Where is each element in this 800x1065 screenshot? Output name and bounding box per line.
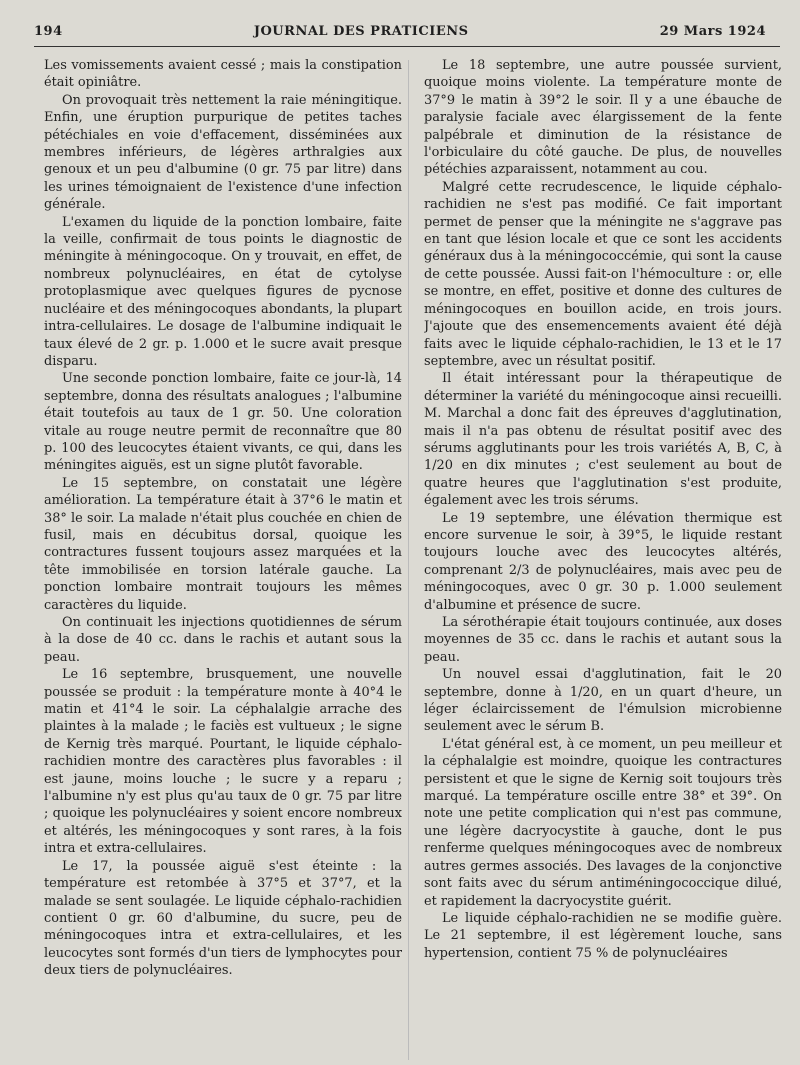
header-rule <box>34 46 780 47</box>
paragraph: Les vomissements avaient cessé ; mais la constipation était opiniâtre. <box>44 58 402 91</box>
paragraph: Le 16 septembre, brusquement, une nouvelle poussée se produit : la température monte à 40°4 le matin et 41°4 le soir. La céphalalgie arrache des plaintes à la malade ; le faciès est vultueux ; le signe de Kernig très marqué. Pourtant, le liquide céphalo-rachidien montre des caractères plus favorables : il est jaune, moins louche ; le sucre y a reparu ; l'albumine n'y est plus qu'au taux de 0 gr. 75 par litre ; quoique les polynucléaires y soient encore nombreux et altérés, les méningocoques y sont rares, à la fois intra et extra-cellulaires. <box>44 667 402 857</box>
paragraph: Un nouvel essai d'agglutination, fait le 20 septembre, donne à 1/20, en un quart d'heure, un léger éclaircissement de l'émulsion microbienne seulement avec le sérum B. <box>424 667 782 735</box>
paragraph: Le 17, la poussée aiguë s'est éteinte : la température est retombée à 37°5 et 37°7, et la malade se sent soulagée. Le liquide céphalo-rachidien contient 0 gr. 60 d'albumine, du sucre, peu de méningocoques intra et extra-cellulaires, et les leucocytes sont formés d'un tiers de lymphocytes pour deux tiers de polynucléaires. <box>44 858 402 979</box>
paragraph: La sérothérapie était toujours continuée, aux doses moyennes de 35 cc. dans le rachis et autant sous la peau. <box>424 615 782 665</box>
paragraph: On provoquait très nettement la raie méningitique. Enfin, une éruption purpurique de petites taches pétéchiales en voie d'effacement, disséminées aux membres inférieurs, de légères arthralgies aux genoux et un peu d'albumine (0 gr. 75 par litre) dans les urines témoignaient de l'existence d'une infection générale. <box>44 92 402 213</box>
paragraph: Le 15 septembre, on constatait une légère amélioration. La température était à 37°6 le matin et 38° le soir. La malade n'était plus couchée en chien de fusil, mais en décubitus dorsal, quoique les contractures fussent toujours assez marquées et la tête immobilisée en torsion latérale gauche. La ponction lombaire montrait toujours les mêmes caractères du liquide. <box>44 475 402 613</box>
paragraph: L'examen du liquide de la ponction lombaire, faite la veille, confirmait de tous points le diagnostic de méningite à méningocoque. On y trouvait, en effet, de nombreux polynucléaires, en état de cytolyse protoplasmique avec quelques figures de pycnose nucléaire et des méningocoques abondants, la plupart intra-cellulaires. Le dosage de l'albumine indiquait le taux élevé de 2 gr. p. 1.000 et le sucre avait presque disparu. <box>44 214 402 369</box>
journal-title: JOURNAL DES PRATICIENS <box>253 23 469 39</box>
paragraph: L'état général est, à ce moment, un peu meilleur et la céphalalgie est moindre, quoique les contractures persistent et que le signe de Kernig soit toujours très marqué. La température oscille entre 38° et 39°. On note une petite complication qui n'est pas commune, une légère dacryocystite à gauche, dont le pus renferme quelques méningocoques avec de nombreux autres germes associés. Des lavages de la conjonctive sont faits avec du sérum antiméningococcique dilué, et rapidement la dacryocystite guérit. <box>424 736 782 909</box>
paragraph: Le liquide céphalo-rachidien ne se modifie guère. Le 21 septembre, il est légèrement louche, sans hypertension, contient 75 % de polynucléaires <box>424 910 782 961</box>
running-header <box>34 18 766 44</box>
paragraph: On continuait les injections quotidiennes de sérum à la dose de 40 cc. dans le rachis et autant sous la peau. <box>44 615 402 665</box>
paragraph: Il était intéressant pour la thérapeutique de déterminer la variété du méningocoque ainsi recueilli. M. Marchal a donc fait des épreuves d'agglutination, mais il n'a pas obtenu de résultat positif avec des sérums agglutinants pour les trois variétés A, B, C, à 1/20 en dix minutes ; c'est seulement au bout de quatre heures que l'agglutination s'est produite, également avec les trois sérums. <box>424 371 782 509</box>
page-number: 194 <box>34 23 63 39</box>
paragraph: Le 18 septembre, une autre poussée survient, quoique moins violente. La température monte de 37°9 le matin à 39°2 le soir. Il y a une ébauche de paralysie faciale avec élargissement de la fente palpébrale et diminution de la résistance de l'orbiculaire du côté gauche. De plus, de nouvelles pétéchies azparaissent, notamment au cou. <box>424 58 782 178</box>
right-column <box>424 57 782 1057</box>
column-divider <box>408 60 409 1060</box>
paragraph: Une seconde ponction lombaire, faite ce jour-là, 14 septembre, donna des résultats analogues ; l'albumine était toutefois au taux de 1 gr. 50. Une coloration vitale au rouge neutre permit de reconnaître que 80 p. 100 des leucocytes étaient vivants, ce qui, dans les méningites aiguës, est un signe plutôt favorable. <box>44 371 402 474</box>
paragraph: Malgré cette recrudescence, le liquide céphalo-rachidien ne s'est pas modifié. Ce fait important permet de penser que la méningite ne s'aggrave pas en tant que lésion locale et que ce sont les accidents généraux dus à la méningococcémie, qui sont la cause de cette poussée. Aussi fait-on l'hémoculture : or, elle se montre, en effet, positive et donne des cultures de méningocoques en bouillon acide, en trois jours. J'ajoute que des ensemencements avaient été déjà faits avec le liquide céphalo-rachidien, le 13 et le 17 septembre, avec un résultat positif. <box>424 179 782 369</box>
paragraph: Le 19 septembre, une élévation thermique est encore survenue le soir, à 39°5, le liquide restant toujours louche avec des leucocytes altérés, comprenant 2/3 de polynucléaires, mais avec peu de méningocoques, avec 0 gr. 30 p. 1.000 seulement d'albumine et présence de sucre. <box>424 510 782 613</box>
issue-date: 29 Mars 1924 <box>659 23 766 39</box>
left-column <box>44 57 402 1057</box>
